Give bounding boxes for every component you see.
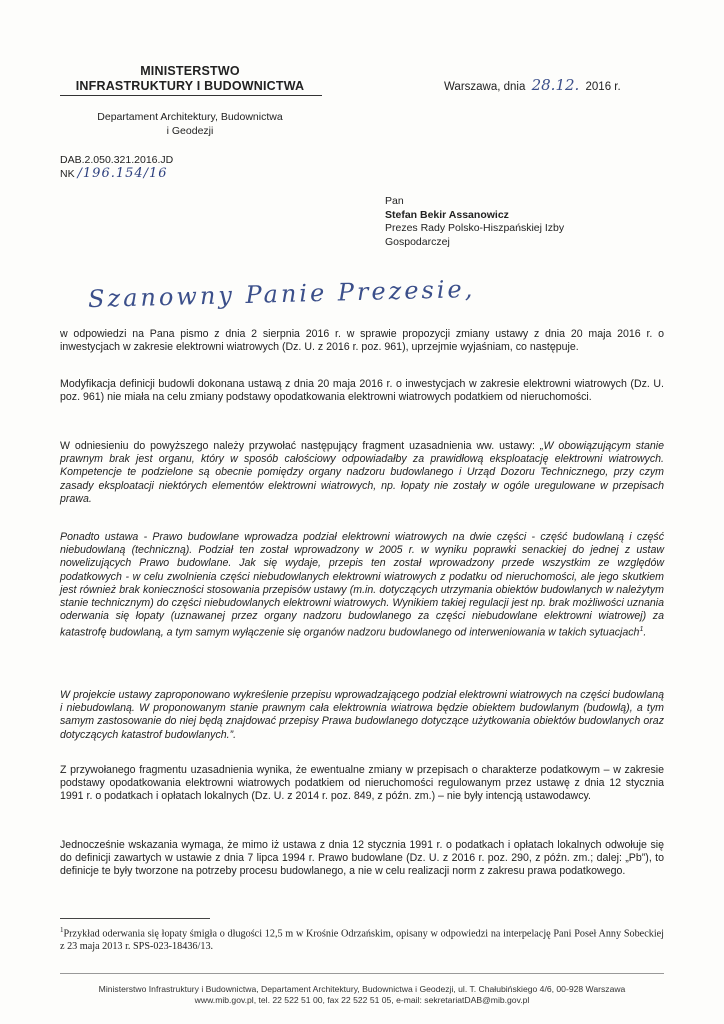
handwritten-salutation: Szanowny Panie Prezesie, bbox=[87, 274, 476, 314]
reference-number: DAB.2.050.321.2016.JD bbox=[60, 154, 174, 166]
paragraph-1: w odpowiedzi na Pana pismo z dnia 2 sierpnia 2016 r. w sprawie propozycji zmiany ustawy z dnia 20 maja 2016 r. o inwestycjach w zakresie elektrowni wiatrowych (Dz. U. z 2016 r. poz. 961), uprzejmie wyjaśniam, co następuje. bbox=[60, 328, 664, 354]
paragraph-5: W projekcie ustawy zaproponowano wykreślenie przepisu wprowadzającego podział elektrowni wiatrowych na części budowlaną i niebudowlaną. W proponowanym stanie prawnym cała elektrownia wiatrowa będzie obiektem budowlanym (budowlą), a tym samym zastosowanie do niej będą znajdować przepisy Prawa budowlanego dotyczące użytkowania obiektów budowlanych oraz dotyczących katastrof budowlanych.”. bbox=[60, 689, 664, 741]
letter-date bbox=[444, 76, 621, 94]
paragraph-7: Jednocześnie wskazania wymaga, że mimo iż ustawa z dnia 12 stycznia 1991 r. o podatkach i opłatach lokalnych odwołuje się do definicji zawartych w ustawie z dnia 7 lipca 1994 r. Prawo budowlane (Dz. U. z 2016 r. poz. 290, z późn. zm.; dalej: „Pb”), to definicje te były tworzone na potrzeby procesu budowlanego, a nie w celu realizacji norm z zakresu prawa podatkowego. bbox=[60, 839, 664, 878]
page-footer bbox=[40, 984, 684, 1006]
department-line1: Departament Architektury, Budownictwa bbox=[97, 111, 283, 123]
date-handwritten: 28.12. bbox=[531, 76, 580, 94]
ministry-name-line2: INFRASTRUKTURY I BUDOWNICTWA bbox=[75, 79, 305, 93]
department-name bbox=[60, 110, 320, 138]
footer-divider bbox=[60, 973, 664, 974]
paragraph-4 bbox=[60, 531, 664, 640]
department-line2: i Geodezji bbox=[166, 125, 214, 137]
ministry-name-line1: MINISTERSTWO bbox=[140, 64, 240, 78]
paragraph-4-end: . bbox=[643, 626, 647, 639]
date-year: 2016 r. bbox=[585, 81, 621, 93]
ministry-name bbox=[60, 64, 320, 94]
recipient-title: Pan bbox=[385, 195, 404, 207]
footnote bbox=[60, 924, 664, 953]
recipient-name: Stefan Bekir Assanowicz bbox=[385, 208, 509, 221]
ministry-underline bbox=[60, 95, 322, 96]
paragraph-2: Modyfikacja definicji budowli dokonana ustawą z dnia 20 maja 2016 r. o inwestycjach w zakresie elektrowni wiatrowych (Dz. U. poz. 961) nie miała na celu zmiany podstawy opodatkowania elektrowni wiatrowych podatkiem od nieruchomości. bbox=[60, 378, 664, 404]
date-prefix: Warszawa, dnia bbox=[444, 81, 526, 93]
nk-label: NK bbox=[60, 168, 75, 180]
reference-block bbox=[60, 154, 173, 181]
footnote-text: Przykład oderwania się łopaty śmigła o długości 12,5 m w Krośnie Odrzańskim, opisany w odpowiedzi na interpelację Pani Poseł Anny Sobeckiej z 23 maja 2013 r. SPS-023-18436/13. bbox=[60, 928, 664, 953]
footnote-reference: 1 bbox=[639, 626, 644, 634]
footer-address: Ministerstwo Infrastruktury i Budownictwa, Departament Architektury, Budownictwa i Geodezji, ul. T. Chałubińskiego 4/6, 00-928 Warszawa bbox=[98, 984, 626, 994]
footer-contact: www.mib.gov.pl, tel. 22 522 51 00, fax 22 522 51 05, e-mail: sekretariatDAB@mib.gov.pl bbox=[194, 995, 530, 1005]
paragraph-3 bbox=[60, 440, 664, 506]
nk-line bbox=[60, 167, 173, 181]
paragraph-6: Z przywołanego fragmentu uzasadnienia wynika, że ewentualne zmiany w przepisach o charakterze podatkowym – w zakresie podstawy opodatkowania elektrowni wiatrowych podatkiem od nieruchomości regulowanym przez ustawę z dnia 12 stycznia 1991 r. o podatkach i opłatach lokalnych (Dz. U. z 2014 r. poz. 849, z późn. zm.) – nie były intencją ustawodawcy. bbox=[60, 764, 664, 803]
paragraph-3-quote: „W obowiązującym stanie prawnym brak jest organu, który w sposób całościowy odpowiadałby za prawidłową eksploatację elektrowni wiatrowych. Kompetencje te podzielone są obecnie pomiędzy organy nadzoru budowlanego i Urząd Dozoru Technicznego, przy czym zasady eksploatacji niektórych elementów elektrowni wiatrowych, np. łopaty nie zostały w ogóle uregulowane w przepisach prawa. bbox=[60, 440, 665, 505]
recipient-position-line1: Prezes Rady Polsko-Hiszpańskiej Izby bbox=[385, 222, 565, 234]
paragraph-4-text: Ponadto ustawa - Prawo budowlane wprowadza podział elektrowni wiatrowych na dwie części - część budowlaną i część niebudowlaną (techniczną). Podział ten został wprowadzony w 2005 r. w wyniku poprawki senackiej do jednej z ustaw nowelizujących Prawo budowlane. Jak się wydaje, przepis ten został wprowadzony przede wszystkim ze względów podatkowych - w celu zwolnienia części niebudowlanych elektrowni wiatrowych z podatku od nieruchomości, ale jego skutkiem jest również brak konieczności stosowania przepisów ustawy (m.in. dotyczących utrzymania obiektów budowlanych w należytym stanie technicznym) do części niebudowlanych elektrowni wiatrowych. Wynikiem takiej regulacji jest np. brak możliwości uznania oderwania się łopaty (uznawanej przez organy nadzoru budowlanego za części niebudowlane elektrowni wiatrowej) za katastrofę budowlaną, a tym samym wyłączenie się organów nadzoru budowlanego od interweniowania w takich sytuacjach bbox=[60, 531, 664, 639]
paragraph-3-intro: W odniesieniu do powyższego należy przywołać następujący fragment uzasadnienia ww. ustawy: bbox=[60, 440, 535, 452]
recipient-position-line2: Gospodarczej bbox=[385, 235, 450, 248]
recipient-block bbox=[385, 195, 564, 249]
footnote-divider bbox=[60, 918, 210, 919]
footnote-marker: 1 bbox=[60, 926, 64, 934]
nk-handwritten-number: /196.154/16 bbox=[77, 166, 168, 181]
